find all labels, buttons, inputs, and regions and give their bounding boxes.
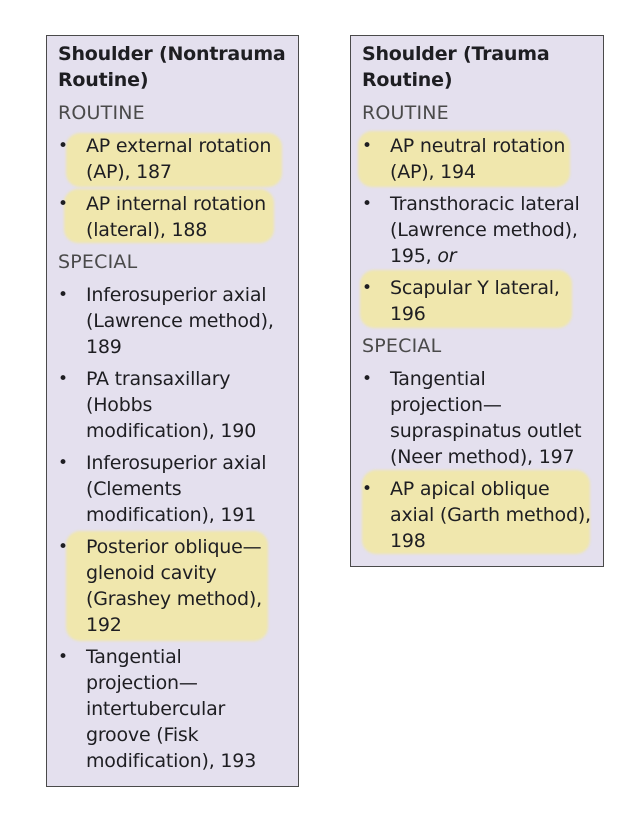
- list-item-line: Tangential: [86, 646, 182, 668]
- list-item-line: glenoid cavity: [86, 562, 217, 584]
- list-item-line: Inferosuperior axial: [86, 284, 267, 306]
- list-item-line: (Clements: [86, 478, 182, 500]
- list-item-line: projection—: [390, 394, 502, 416]
- list-item-line: intertubercular: [86, 698, 226, 720]
- list-item-line: Tangential: [390, 368, 486, 390]
- list-item-line: AP neutral rotation: [390, 135, 566, 157]
- bullet-icon: •: [362, 369, 372, 389]
- panel-title-line: Shoulder (Nontrauma: [58, 43, 286, 65]
- bullet-icon: •: [58, 285, 68, 305]
- list-item-line: 192: [86, 614, 122, 636]
- list-item-line: (Lawrence method),: [390, 219, 578, 241]
- list-item-line: Inferosuperior axial: [86, 452, 267, 474]
- list-item-line: modification), 193: [86, 750, 257, 772]
- list-item-line: groove (Fisk: [86, 724, 199, 746]
- or-text: or: [437, 245, 457, 267]
- bullet-icon: •: [58, 369, 68, 389]
- list-item-line: PA transaxillary: [86, 368, 231, 390]
- panel-title-line: Routine): [362, 69, 453, 91]
- list-item-line: axial (Garth method),: [390, 504, 591, 526]
- panel-title-line: Shoulder (Trauma: [362, 43, 550, 65]
- list-item-line: Transthoracic lateral: [390, 193, 580, 215]
- section-label-special: SPECIAL: [58, 251, 138, 273]
- list-item-line: Posterior oblique—: [86, 536, 262, 558]
- bullet-icon: •: [362, 194, 372, 214]
- list-item-line: (Lawrence method),: [86, 310, 274, 332]
- list-item-line: [390, 243, 456, 269]
- list-item-line: (Grashey method),: [86, 588, 262, 610]
- list-item-line: supraspinatus outlet: [390, 420, 582, 442]
- list-item-line: AP external rotation: [86, 135, 272, 157]
- list-item-line: 196: [390, 303, 426, 325]
- bullet-icon: •: [58, 647, 68, 667]
- list-item-line: modification), 191: [86, 504, 257, 526]
- list-item-line: 189: [86, 336, 122, 358]
- list-item-line: (AP), 194: [390, 161, 476, 183]
- list-item-line: AP internal rotation: [86, 193, 266, 215]
- list-item-text: 195,: [390, 245, 438, 267]
- bullet-icon: •: [362, 479, 372, 499]
- list-item-line: modification), 190: [86, 420, 257, 442]
- list-item-line: 198: [390, 530, 426, 552]
- list-item-line: projection—: [86, 672, 198, 694]
- bullet-icon: •: [362, 278, 372, 298]
- bullet-icon: •: [362, 136, 372, 156]
- section-label-routine: ROUTINE: [58, 102, 145, 124]
- bullet-icon: •: [58, 194, 68, 214]
- section-label-routine: ROUTINE: [362, 102, 449, 124]
- list-item-line: (AP), 187: [86, 161, 172, 183]
- list-item-line: (Hobbs: [86, 394, 153, 416]
- list-item-line: Scapular Y lateral,: [390, 277, 560, 299]
- bullet-icon: •: [58, 453, 68, 473]
- section-label-special: SPECIAL: [362, 335, 442, 357]
- panel-title-line: Routine): [58, 69, 149, 91]
- bullet-icon: •: [58, 136, 68, 156]
- bullet-icon: •: [58, 537, 68, 557]
- list-item-line: (lateral), 188: [86, 219, 208, 241]
- list-item-line: (Neer method), 197: [390, 446, 575, 468]
- list-item-line: AP apical oblique: [390, 478, 550, 500]
